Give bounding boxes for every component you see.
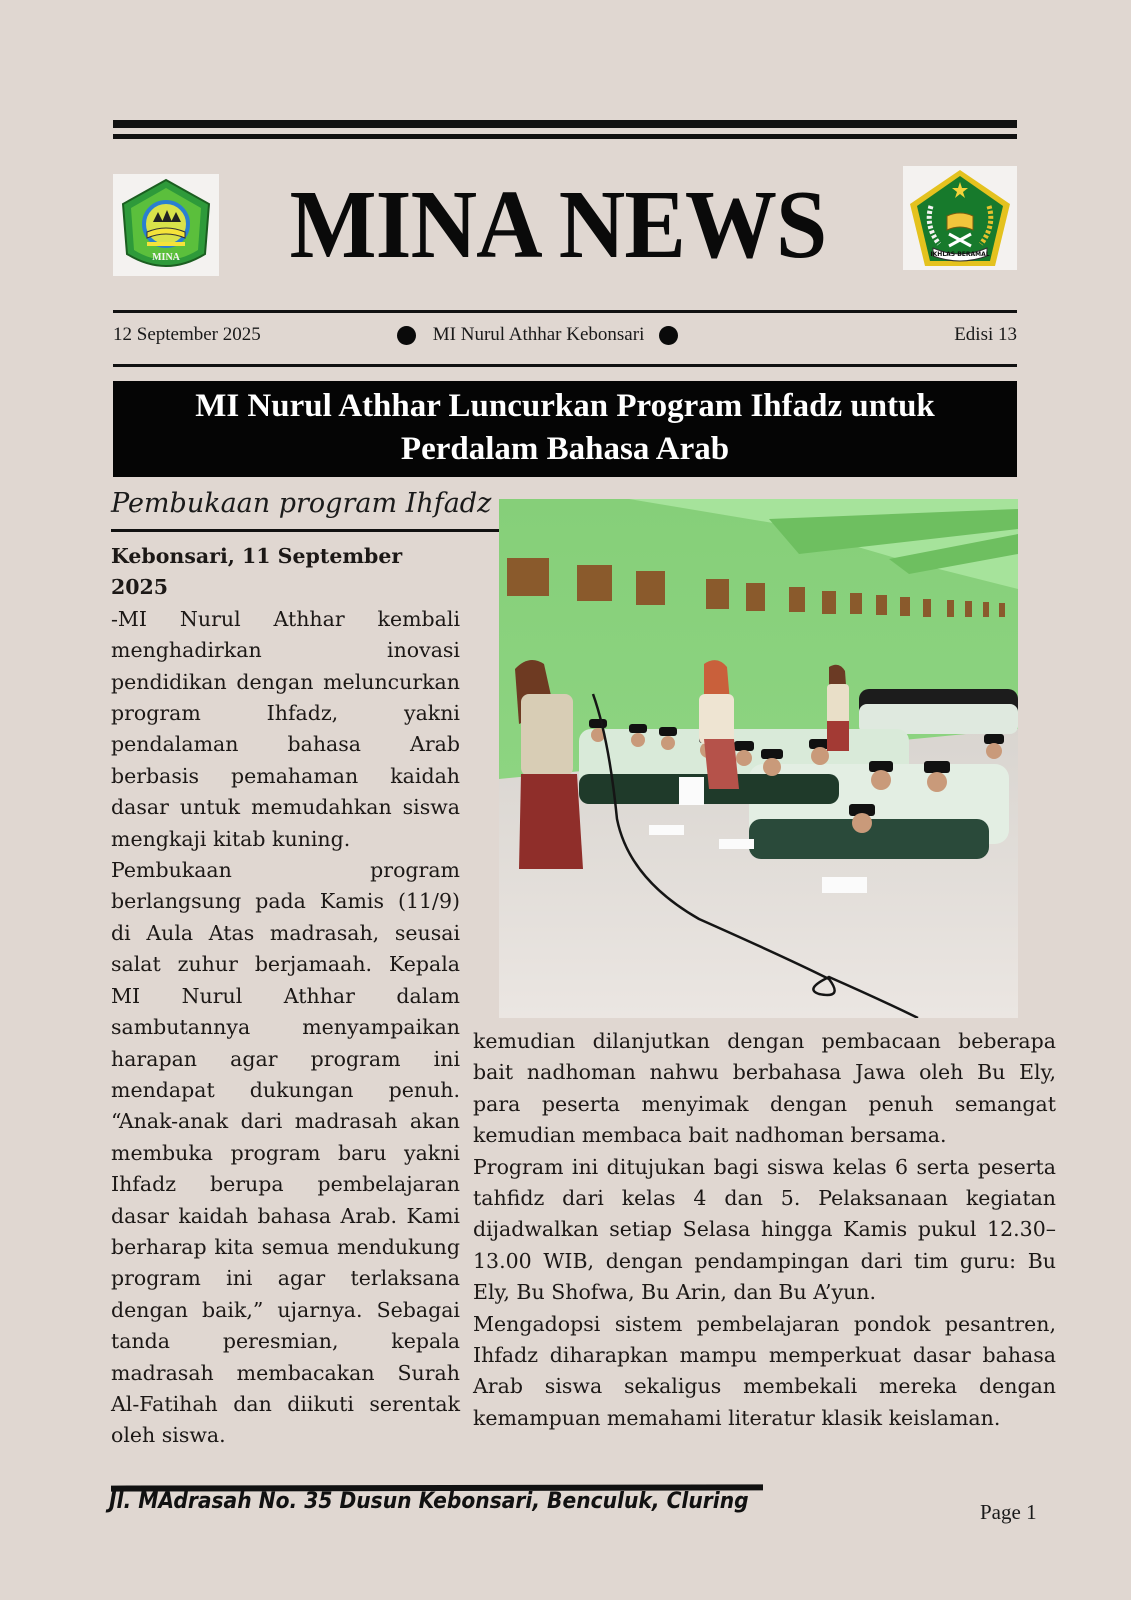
headline-line-2: Perdalam Bahasa Arab xyxy=(400,431,730,467)
edition-number: Edisi 13 xyxy=(954,324,1017,345)
article-paragraph: Mengadopsi sistem pembelajaran pondok pesantren, Ihfadz diharapkan mampu memperkuat dasar bahasa Arab siswa sekaligus membekali mereka dengan kemampuan memahami literatur klasik keislaman. xyxy=(473,1311,1056,1430)
headline-line-1: MI Nurul Athhar Luncurkan Program Ihfadz untuk xyxy=(195,388,935,424)
bullet-dot-right xyxy=(659,326,678,345)
meta-rule-bottom xyxy=(113,364,1017,367)
photo-caption: Pembukaan program Ihfadz xyxy=(111,488,492,519)
photo-scene-icon xyxy=(499,499,1018,1018)
bullet-dot-left xyxy=(397,326,416,345)
issue-date: 12 September 2025 xyxy=(113,324,261,345)
madrasah-crest-logo xyxy=(113,174,219,276)
school-name: MI Nurul Athhar Kebonsari xyxy=(432,324,645,345)
article-paragraph: Pembukaan program berlangsung pada Kamis (11/9) di Aula Atas madrasah, seusai salat zuhur berjamaah. Kepala MI Nurul Athhar dalam sambutannya menyampaikan harapan agar program ini mendapat dukungan penuh. “Anak-anak dari madrasah akan membuka program baru yakni Ihfadz berupa pembelajaran dasar kaidah bahasa Arab. Kami berharap kita semua mendukung program ini agar terlaksana dengan baik,” ujarnya. Sebagai tanda peresmian, kepala madrasah membacakan Surah Al-Fatihah dan diikuti serentak oleh siswa. xyxy=(111,858,460,1448)
caption-rule xyxy=(111,529,499,532)
school-address: Jl. MAdrasah No. 35 Dusun Kebonsari, Benculuk, Cluring xyxy=(109,1489,749,1514)
article-dateline: Kebonsari, 11 September 2025 xyxy=(111,544,403,600)
top-rule-thin xyxy=(113,134,1017,139)
kemenag-emblem-icon xyxy=(903,166,1017,270)
article-paragraph: Program ini ditujukan bagi siswa kelas 6 serta peserta tahfidz dari kelas 4 dan 5. Pelaksanaan kegiatan dijadwalkan setiap Selasa hingga Kamis pukul 12.30–13.00 WIB, dengan pendampingan dari tim guru: Bu Ely, Bu Shofwa, Bu Arin, dan Bu A’yun. xyxy=(473,1154,1056,1305)
article-paragraph: kemudian dilanjutkan dengan pembacaan beberapa bait nadhoman nahwu berbahasa Jawa oleh Bu Ely, para peserta menyimak dengan penuh semangat kemudian membaca bait nadhoman bersama. xyxy=(473,1029,1056,1148)
article-paragraph: -MI Nurul Athhar kembali menghadirkan inovasi pendidikan dengan meluncurkan program Ihfadz, yakni pendalaman bahasa Arab berbasis pemahaman kaidah dasar untuk memudahkan siswa mengkaji kitab kuning. xyxy=(111,606,460,851)
emblem-text: IKHLAS BERAMAL xyxy=(930,251,990,258)
kemenag-emblem-logo xyxy=(903,166,1017,270)
madrasah-crest-icon xyxy=(113,174,219,276)
meta-rule-top xyxy=(113,310,1017,313)
page-number: Page 1 xyxy=(980,1500,1037,1524)
headline-banner xyxy=(113,381,1017,477)
crest-text: MINA xyxy=(152,252,180,263)
top-rule-thick xyxy=(113,120,1017,128)
article-left-column xyxy=(111,541,460,1452)
masthead-title: MINA NEWS xyxy=(289,171,827,279)
article-photo xyxy=(499,499,1018,1018)
article-right-column xyxy=(473,1026,1056,1434)
school-name-line xyxy=(397,322,678,348)
